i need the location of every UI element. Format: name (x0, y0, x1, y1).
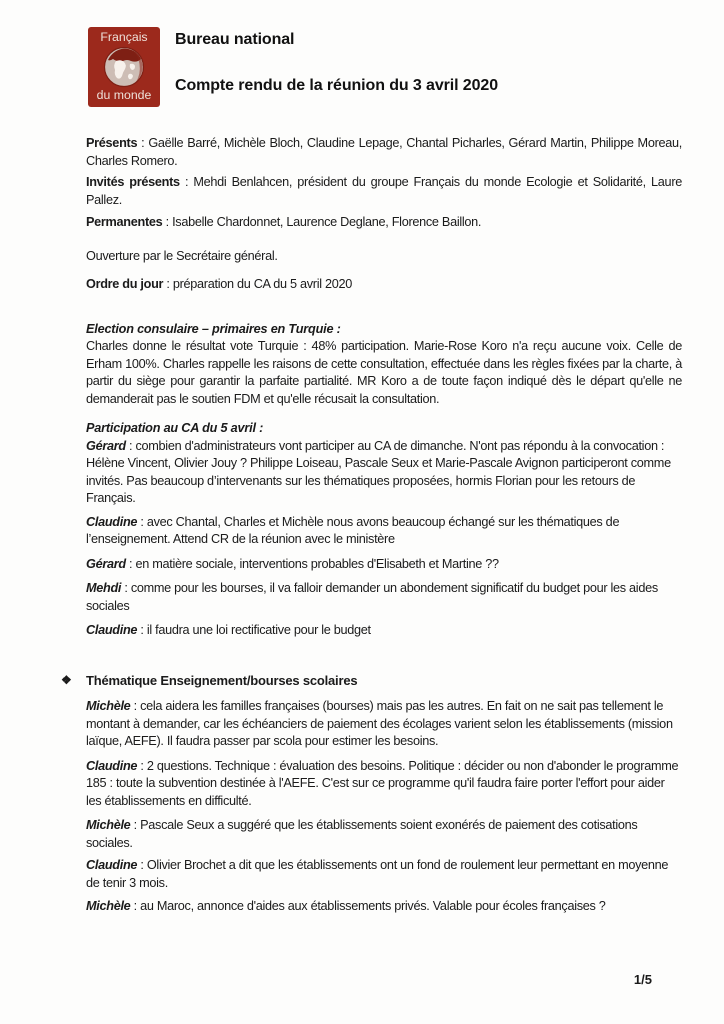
attendance-invites (86, 174, 682, 209)
attendance-text: : Mehdi Benlahcen, président du groupe Français du monde Ecologie et Solidarité, Laure Pallez. (86, 175, 682, 207)
attendance-presents (86, 135, 682, 170)
attendance-label: Présents (86, 136, 138, 150)
section-heading: Participation au CA du 5 avril : (86, 421, 264, 435)
section-enseignement (61, 672, 682, 916)
speaker-name: Michèle (86, 818, 131, 832)
section-heading: Election consulaire – primaires en Turquie : (86, 321, 341, 336)
diamond-bullet-icon: ❖ (61, 672, 72, 687)
attendance-label: Invités présents (86, 175, 180, 189)
speaker-text: : avec Chantal, Charles et Michèle nous avons beaucoup échangé sur les thématiques de l’enseignement. Attend CR de la réunion avec le ministère (86, 514, 620, 546)
speaker-paragraph (86, 438, 682, 508)
speaker-paragraph (86, 758, 682, 811)
document-title: Bureau national (175, 31, 295, 48)
speaker-text: : 2 questions. Technique : évaluation des besoins. Politique : décider ou non d'abonder le programme 185 : toute la subvention destinée à l'AEFE. C'est sur ce programme qu'il faudra faire porter l'effort pour aider les établissements en difficulté. (86, 758, 679, 808)
speaker-text: : cela aidera les familles françaises (bourses) mais pas les autres. En fait on ne sait pas tellement le montant à demander, car les échéanciers de paiement des écolages varient selon les établissements (mission laïque, AEFE). Il faudra passer par scola pour estimer les besoins. (86, 699, 673, 748)
attendance-permanentes (86, 214, 682, 232)
opening-line: Ouverture par le Secrétaire général. (86, 248, 278, 263)
globe-icon (103, 46, 145, 88)
attendance-text: : Gaëlle Barré, Michèle Bloch, Claudine Lepage, Chantal Picharles, Gérard Martin, Philippe Moreau, Charles Romero. (86, 136, 682, 168)
speaker-paragraph (86, 898, 682, 916)
speaker-name: Gérard (86, 438, 126, 453)
agenda-text: : préparation du CA du 5 avril 2020 (163, 277, 352, 291)
speaker-paragraph (86, 817, 682, 852)
organization-logo (88, 27, 160, 107)
agenda-line (86, 276, 682, 294)
section-election (86, 321, 682, 409)
attendance-label: Permanentes (86, 215, 163, 229)
speaker-name: Gérard (86, 556, 126, 571)
document-subtitle: Compte rendu de la réunion du 3 avril 2020 (175, 77, 498, 94)
speaker-text: : Olivier Brochet a dit que les établissements ont un fond de roulement leur permettant en moyenne de tenir 3 mois. (86, 858, 669, 890)
speaker-name: Mehdi (86, 581, 122, 595)
speaker-name: Claudine (86, 758, 138, 773)
speaker-paragraph (86, 857, 682, 892)
speaker-text: : il faudra une loi rectificative pour le budget (137, 623, 371, 637)
speaker-text: : en matière sociale, interventions probables d'Elisabeth et Martine ?? (125, 556, 499, 571)
attendance-text: : Isabelle Chardonnet, Laurence Deglane, Florence Baillon. (162, 215, 482, 229)
speaker-text: : Pascale Seux a suggéré que les établissements soient exonérés de paiement des cotisations sociales. (86, 818, 638, 850)
speaker-name: Michèle (86, 899, 131, 913)
speaker-paragraph (86, 514, 682, 549)
speaker-paragraph (86, 580, 682, 615)
speaker-name: Michèle (86, 699, 131, 713)
logo-text-top: Français (100, 30, 148, 44)
speaker-name: Claudine (86, 623, 138, 637)
speaker-text: : au Maroc, annonce d'aides aux établissements privés. Valable pour écoles françaises ? (130, 899, 606, 913)
speaker-text: : combien d'administrateurs vont participer au CA de dimanche. N'ont pas répondu à la convocation : Hélène Vincent, Olivier Jouy ? Philippe Loiseau, Pascale Seux et Marie-Pascale Avignon participeront comme invités. Pas beaucoup d’intervenants sur les thématiques proposées, hormis Florian pour les retours de Français. (86, 438, 671, 505)
page-number: 1/5 (633, 972, 652, 987)
speaker-name: Claudine (86, 514, 138, 529)
speaker-name: Claudine (86, 858, 138, 872)
logo-text-bottom: du monde (96, 88, 152, 102)
title-block (175, 27, 498, 95)
section-heading (61, 672, 682, 690)
agenda-label: Ordre du jour (86, 277, 164, 291)
section-heading-text: Thématique Enseignement/bourses scolaires (86, 672, 358, 688)
document-header (88, 27, 498, 107)
speaker-paragraph (86, 698, 682, 751)
section-participation (86, 420, 682, 640)
speaker-text: : comme pour les bourses, il va falloir demander un abondement significatif du budget pour les aides sociales (86, 581, 658, 613)
section-body: Charles donne le résultat vote Turquie : 48% participation. Marie-Rose Koro n'a reçu aucune voix. Celle de Erham 100%. Charles rappelle les raisons de cette consultation, effectuée dans les règles fixées par la charte, à partir du siège pour garantir la parfaite partialité. MR Koro a de toute façon indiqué dès le départ qu'elle ne demanderait pas le soutien FDM et qu'elle récusait la consultation. (86, 339, 682, 406)
speaker-paragraph (86, 556, 682, 574)
speaker-paragraph (86, 622, 682, 640)
document-body (61, 135, 682, 916)
